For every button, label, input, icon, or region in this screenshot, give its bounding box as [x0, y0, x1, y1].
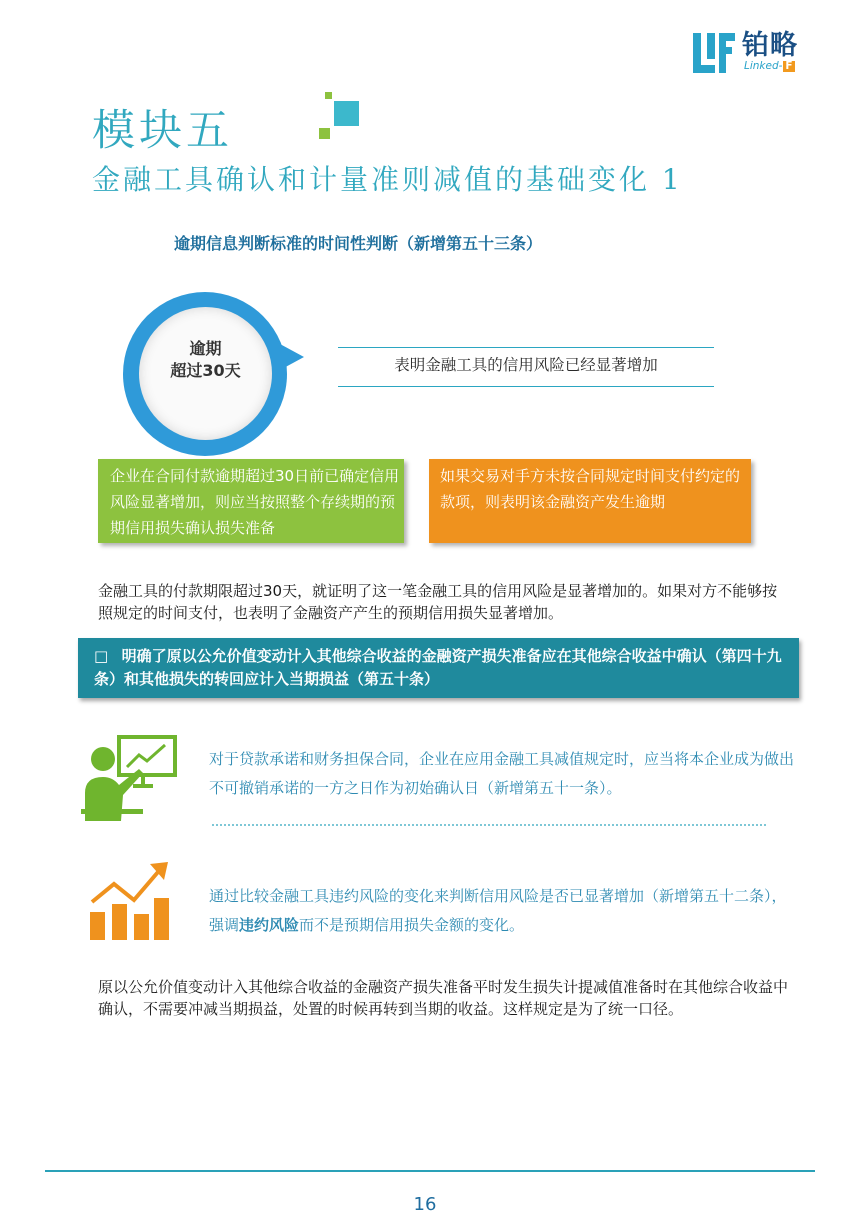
overdue-label: 逾期 超过30天 [170, 339, 241, 380]
loan-commitment-text: 对于贷款承诺和财务担保合同，企业在应用金融工具减值规定时，应当将本企业成为做出不可撤销承诺的一方之日作为初始确认日（新增第五十一条）。 [209, 750, 795, 797]
green-note-box [98, 459, 404, 543]
orange-note-box [429, 459, 751, 543]
growth-chart-icon [88, 860, 170, 942]
linked-f-logo-icon [693, 33, 735, 73]
module-subtitle: 金融工具确认和计量准则减值的基础变化 1 [92, 163, 683, 196]
orange-note-text: 如果交易对手方未按合同规定时间支付约定的款项，则表明该金融资产发生逾期 [440, 467, 741, 511]
page-number: 16 [413, 1194, 437, 1215]
logo-english-name: Linked- F [744, 60, 793, 72]
highlight-banner [78, 638, 799, 698]
divider-bottom [338, 386, 714, 387]
section-heading: 逾期信息判断标准的时间性判断（新增第五十三条） [174, 234, 543, 253]
default-risk-emphasis: 违约风险 [239, 916, 300, 934]
circle-pointer [280, 344, 304, 370]
green-note-text: 企业在合同付款逾期超过30日前已确定信用风险显著增加，则应当按照整个存续期的预期信用损失确认损失准备 [110, 467, 400, 537]
explanation-paragraph-2: 原以公允价值变动计入其他综合收益的金融资产损失准备平时发生损失计提减值准备时在其他综合收益中确认，不需要冲减当期损益，处置的时候再转到当期的收益。这样规定是为了统一口径。 [98, 978, 789, 1018]
explanation-paragraph-1: 金融工具的付款期限超过30天，就证明了这一笔金融工具的信用风险是显著增加的。如果对方不能够按照规定的时间支付，也表明了金融资产产生的预期信用损失显著增加。 [98, 582, 778, 622]
divider-top [338, 347, 714, 348]
credit-risk-result: 表明金融工具的信用风险已经显著增加 [394, 356, 658, 374]
default-risk-text: 通过比较金融工具违约风险的变化来判断信用风险是否已显著增加（新增第五十二条），强调违约风险而不是预期信用损失金额的变化。 [209, 887, 787, 934]
banner-text: □ 明确了原以公允价值变动计入其他综合收益的金融资产损失准备应在其他综合收益中确认（第四十九条）和其他损失的转回应计入当期损益（第五十条） [94, 647, 782, 688]
dotted-separator [212, 824, 766, 826]
footer-divider [45, 1170, 815, 1172]
module-title: 模块五 [92, 106, 233, 156]
logo-chinese-name: 铂略 [742, 30, 798, 61]
presenter-board-icon [81, 735, 177, 821]
checkbox-bullet-icon: □ [94, 647, 109, 665]
